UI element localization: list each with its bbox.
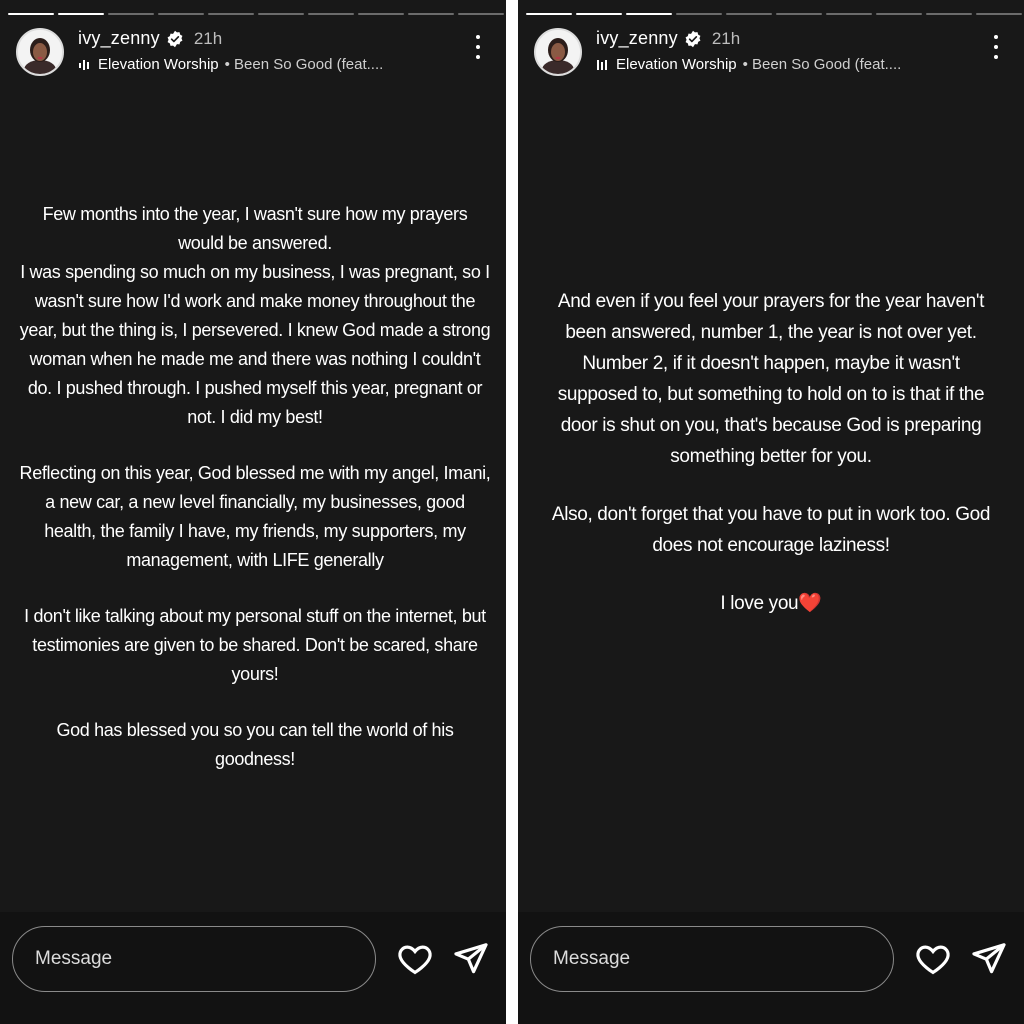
- story-text: [18, 200, 492, 801]
- verified-badge-icon: [684, 30, 702, 48]
- story-paragraph: Few months into the year, I wasn't sure how my prayers would be answered. I was spending so much on my business, I was pregnant, so I wasn't sure how I'd work and make money throughout the year, but the thing is, I persevered. I knew God made a strong woman when he made me and there was nothing I couldn't do. I pushed through. I pushed myself this year, pregnant or not. I did my best!: [19, 204, 491, 427]
- progress-segment: [358, 13, 404, 15]
- progress-segment: [976, 13, 1022, 15]
- music-info[interactable]: [78, 56, 383, 73]
- progress-segment: [58, 13, 104, 15]
- post-time: 21h: [711, 28, 741, 48]
- reply-bar: [0, 912, 506, 1024]
- story-paragraph: God has blessed you so you can tell the world of his goodness!: [56, 720, 454, 769]
- avatar[interactable]: [16, 28, 64, 76]
- story-progress-bar: [8, 13, 504, 15]
- user-info: [78, 28, 222, 49]
- story-paragraph: Also, don't forget that you have to put in work too. God does not encourage laziness!: [551, 504, 991, 556]
- story-screen-right: [518, 0, 1024, 1024]
- progress-segment: [8, 13, 54, 15]
- progress-segment: [576, 13, 622, 15]
- avatar[interactable]: [534, 28, 582, 76]
- music-song: • Been So Good (feat....: [742, 56, 902, 73]
- music-artist: Elevation Worship: [616, 56, 737, 73]
- story-paragraph: And even if you feel your prayers for the year haven't been answered, number 1, the year is not over yet. Number 2, if it doesn't happen, maybe it wasn't supposed to, but something to hold on to is that if the door is shut on you, that's because God is preparing something better for you.: [557, 291, 985, 467]
- progress-segment: [158, 13, 204, 15]
- avatar-image: [18, 30, 62, 74]
- send-icon[interactable]: [452, 940, 490, 978]
- progress-segment: [258, 13, 304, 15]
- story-paragraph: Reflecting on this year, God blessed me with my angel, Imani, a new car, a new level financially, my businesses, good health, the family I have, my friends, my supporters, my management, with LIFE generally: [19, 463, 491, 570]
- more-options-icon[interactable]: [984, 32, 1008, 62]
- progress-segment: [626, 13, 672, 15]
- story-paragraph-love: [544, 588, 998, 619]
- username[interactable]: ivy_zenny: [596, 28, 678, 48]
- progress-segment: [108, 13, 154, 15]
- user-info: [596, 28, 740, 49]
- story-text: [544, 286, 998, 646]
- post-time: 21h: [193, 28, 223, 48]
- verified-badge-icon: [166, 30, 184, 48]
- progress-segment: [876, 13, 922, 15]
- music-info[interactable]: [596, 56, 901, 73]
- progress-segment: [676, 13, 722, 15]
- send-icon[interactable]: [970, 940, 1008, 978]
- heart-emoji: ❤️: [798, 593, 822, 614]
- story-header: [534, 26, 1012, 76]
- music-pause-icon: [596, 58, 610, 72]
- story-progress-bar: [526, 13, 1022, 15]
- progress-segment: [526, 13, 572, 15]
- reply-bar: [518, 912, 1024, 1024]
- avatar-image: [536, 30, 580, 74]
- love-text: I love you: [720, 593, 799, 614]
- progress-segment: [408, 13, 454, 15]
- more-options-icon[interactable]: [466, 32, 490, 62]
- story-screen-left: [0, 0, 506, 1024]
- heart-icon[interactable]: [396, 940, 434, 978]
- heart-icon[interactable]: [914, 940, 952, 978]
- progress-segment: [926, 13, 972, 15]
- progress-segment: [726, 13, 772, 15]
- story-paragraph: I don't like talking about my personal stuff on the internet, but testimonies are given to be shared. Don't be scared, share yours!: [24, 606, 486, 684]
- story-header: [16, 26, 494, 76]
- progress-segment: [458, 13, 504, 15]
- username[interactable]: ivy_zenny: [78, 28, 160, 48]
- progress-segment: [776, 13, 822, 15]
- progress-segment: [826, 13, 872, 15]
- music-equalizer-icon: [78, 58, 92, 72]
- music-song: • Been So Good (feat....: [224, 56, 384, 73]
- music-artist: Elevation Worship: [98, 56, 219, 73]
- progress-segment: [308, 13, 354, 15]
- message-input[interactable]: Message: [12, 926, 376, 992]
- message-input[interactable]: Message: [530, 926, 894, 992]
- progress-segment: [208, 13, 254, 15]
